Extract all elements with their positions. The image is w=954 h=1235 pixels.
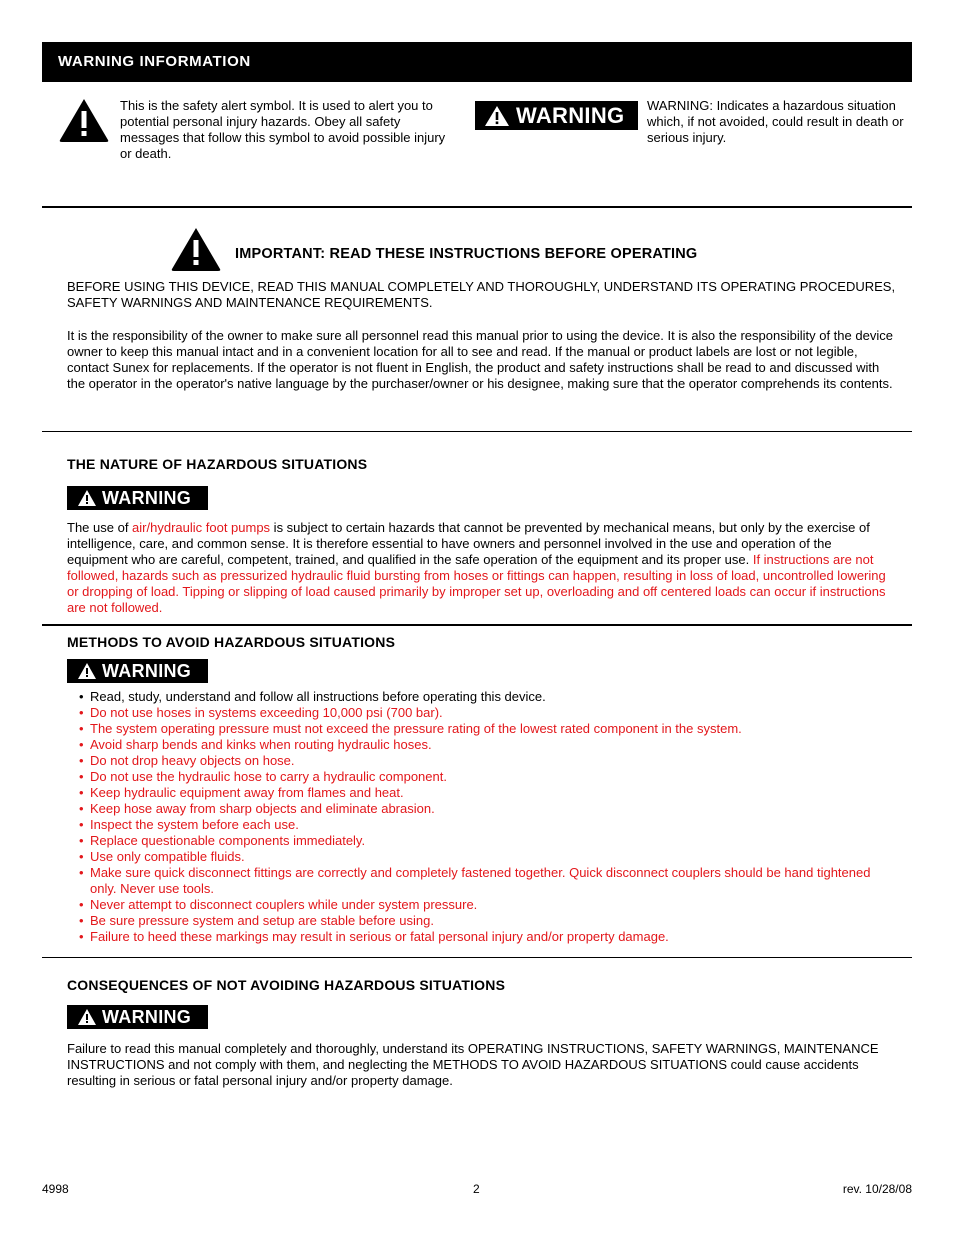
list-item: • Never attempt to disconnect couplers while under system pressure. [79, 897, 884, 913]
list-item: • Keep hose away from sharp objects and eliminate abrasion. [79, 801, 884, 817]
warning-triangle-icon [77, 1008, 97, 1026]
list-item: • Failure to heed these markings may result in serious or fatal personal injury and/or property damage. [79, 929, 884, 945]
divider [42, 624, 912, 626]
warning-badge [67, 1005, 208, 1029]
revision-date: rev. 10/28/08 [842, 1182, 912, 1196]
warning-badge-label: WARNING [102, 488, 192, 508]
warning-badge-label: WARNING [102, 661, 192, 681]
methods-heading: METHODS TO AVOID HAZARDOUS SITUATIONS [67, 634, 396, 650]
nature-paragraph [67, 520, 895, 616]
section-header [42, 42, 912, 82]
list-item: • Use only compatible fluids. [79, 849, 884, 865]
warning-badge [67, 659, 208, 683]
important-paragraph-2: It is the responsibility of the owner to make sure all personnel read this manual prior to using the device. It is also the responsibility of the device owner to keep this manual intact and in a convenient location for all to see and read. If the manual or product labels are lost or not legible, contact Sunex for replacements. If the operator is not fluent in English, the product and safety instructions shall be read to and discussed with the operator in the operator's native language by the purchaser/owner or his designee, making sure that the operator comprehends its contents. [67, 328, 893, 391]
warning-definition: WARNING: Indicates a hazardous situation which, if not avoided, could result in death or serious injury. [647, 98, 904, 145]
list-item: • Replace questionable components immediately. [79, 833, 884, 849]
nature-text: is subject to certain hazards that cannot be prevented by mechanical means, but only by the exercise of intelligence, care, and common sense. It is therefore essential to have owners and personnel involved in the use and operation of the equipment who are careful, competent, trained, and qualified in the safe operation of the equipment and its proper use. [67, 520, 870, 567]
list-item: • The system operating pressure must not exceed the pressure rating of the lowest rated component in the system. [79, 721, 884, 737]
divider [42, 431, 912, 432]
nature-heading: THE NATURE OF HAZARDOUS SITUATIONS [67, 456, 368, 472]
important-heading: IMPORTANT: READ THESE INSTRUCTIONS BEFORE OPERATING [235, 246, 698, 262]
warning-badge [67, 486, 208, 510]
list-item: • Do not drop heavy objects on hose. [79, 753, 884, 769]
nature-hazard-text: If instructions are not followed, hazards such as pressurized hydraulic fluid bursting from hoses or fittings can happen, resulting in loss of load, uncontrolled lowering or dropping of load. Tipping or slipping of load caused primarily by improper set up, overloading and off centered loads can occur if instructions are not followed. [67, 552, 886, 615]
warning-triangle-icon [77, 662, 97, 680]
list-item: • Do not use the hydraulic hose to carry a hydraulic component. [79, 769, 884, 785]
warning-triangle-icon [77, 489, 97, 507]
consequences-heading: CONSEQUENCES OF NOT AVOIDING HAZARDOUS SITUATIONS [67, 977, 506, 993]
document-number: 4998 [42, 1182, 69, 1196]
important-paragraph-1: BEFORE USING THIS DEVICE, READ THIS MANUAL COMPLETELY AND THOROUGHLY, UNDERSTAND ITS OPERATING PROCEDURES, SAFETY WARNINGS AND MAINTENANCE REQUIREMENTS. [67, 279, 896, 310]
list-item: • Avoid sharp bends and kinks when routing hydraulic hoses. [79, 737, 884, 753]
nature-text: The use of [67, 520, 133, 535]
list-item: • Read, study, understand and follow all instructions before operating this device. [79, 689, 884, 705]
list-item: • Inspect the system before each use. [79, 817, 884, 833]
warning-badge-label: WARNING [516, 103, 625, 128]
section-header-title: WARNING INFORMATION [58, 53, 251, 70]
safety-alert-icon [58, 97, 110, 143]
warning-triangle-icon [484, 105, 510, 127]
alert-symbol-description: This is the safety alert symbol. It is used to alert you to potential personal injury hazards. Obey all safety messages that follow this symbol to avoid possible injury or death. [120, 98, 446, 161]
warning-signal-word-badge [475, 101, 638, 130]
list-item: • Do not use hoses in systems exceeding 10,000 psi (700 bar). [79, 705, 884, 721]
consequences-paragraph: Failure to read this manual completely and thoroughly, understand its OPERATING INSTRUCTIONS, SAFETY WARNINGS, MAINTENANCE INSTRUCTIONS and not comply with them, and neglecting the METHODS TO AVOID HAZARDOUS SITUATIONS could cause accidents resulting in serious or fatal personal injury and/or property damage. [67, 1041, 879, 1088]
divider [42, 957, 912, 958]
page-number: 2 [473, 1182, 480, 1196]
list-item: • Make sure quick disconnect fittings are correctly and completely fastened together. Quick disconnect couplers should be hand tightened only. Never use tools. [79, 865, 884, 897]
divider [42, 206, 912, 208]
nature-product-name: air/hydraulic foot pumps [132, 520, 271, 535]
warning-badge-label: WARNING [102, 1007, 192, 1027]
list-item: • Keep hydraulic equipment away from flames and heat. [79, 785, 884, 801]
safety-alert-icon [170, 226, 222, 272]
list-item: • Be sure pressure system and setup are stable before using. [79, 913, 884, 929]
methods-list [79, 689, 884, 945]
